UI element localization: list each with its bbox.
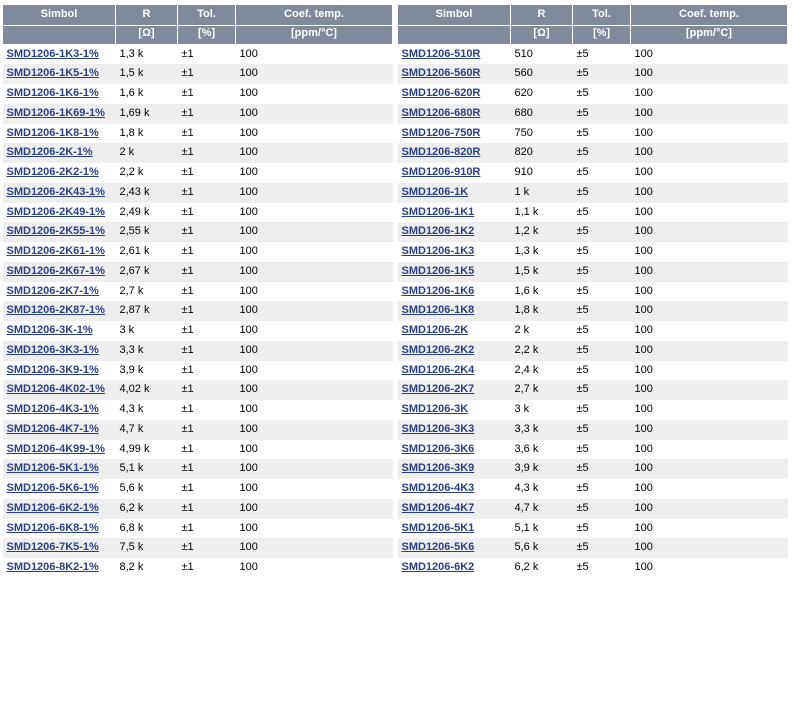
cell-tolerance: ±5 xyxy=(573,222,631,242)
cell-tolerance: ±1 xyxy=(178,459,236,479)
table-row xyxy=(398,222,788,242)
cell-resistance: 3,9 k xyxy=(116,361,178,381)
table-header-row xyxy=(3,5,393,26)
cell-symbol-link[interactable]: SMD1206-4K02-1% xyxy=(3,380,116,400)
cell-symbol-link[interactable]: SMD1206-5K1 xyxy=(398,519,511,539)
cell-symbol-link[interactable]: SMD1206-3K6 xyxy=(398,440,511,460)
cell-symbol-link[interactable]: SMD1206-1K3 xyxy=(398,242,511,262)
resistor-table-left xyxy=(2,4,393,578)
cell-tolerance: ±1 xyxy=(178,479,236,499)
table-row xyxy=(3,143,393,163)
cell-tempcoef: 100 xyxy=(236,203,393,223)
cell-resistance: 1,6 k xyxy=(511,282,573,302)
resistor-table-right xyxy=(397,4,788,578)
cell-resistance: 1,8 k xyxy=(511,301,573,321)
column-header-tolerance: Tol. xyxy=(573,5,631,26)
unit-tolerance: [%] xyxy=(178,25,236,44)
table-row xyxy=(398,282,788,302)
cell-symbol-link[interactable]: SMD1206-6K8-1% xyxy=(3,519,116,539)
cell-tolerance: ±5 xyxy=(573,380,631,400)
cell-tolerance: ±1 xyxy=(178,84,236,104)
cell-tempcoef: 100 xyxy=(631,558,788,578)
cell-resistance: 560 xyxy=(511,64,573,84)
cell-tempcoef: 100 xyxy=(631,341,788,361)
table-row xyxy=(398,183,788,203)
cell-symbol-link[interactable]: SMD1206-3K3 xyxy=(398,420,511,440)
cell-resistance: 1,5 k xyxy=(116,64,178,84)
table-row xyxy=(3,44,393,64)
cell-tolerance: ±5 xyxy=(573,143,631,163)
cell-tempcoef: 100 xyxy=(631,84,788,104)
cell-tempcoef: 100 xyxy=(631,479,788,499)
unit-tempcoef: [ppm/°C] xyxy=(631,25,788,44)
cell-tempcoef: 100 xyxy=(236,519,393,539)
column-header-tempcoef: Coef. temp. xyxy=(236,5,393,26)
cell-symbol-link[interactable]: SMD1206-2K2 xyxy=(398,341,511,361)
cell-resistance: 1,1 k xyxy=(511,203,573,223)
table-row xyxy=(3,341,393,361)
cell-symbol-link[interactable]: SMD1206-5K6-1% xyxy=(3,479,116,499)
cell-symbol-link[interactable]: SMD1206-8K2-1% xyxy=(3,558,116,578)
cell-tempcoef: 100 xyxy=(236,558,393,578)
cell-tempcoef: 100 xyxy=(236,538,393,558)
cell-resistance: 7,5 k xyxy=(116,538,178,558)
cell-symbol-link[interactable]: SMD1206-1K xyxy=(398,183,511,203)
cell-tolerance: ±1 xyxy=(178,44,236,64)
column-header-resistance: R xyxy=(116,5,178,26)
cell-tolerance: ±1 xyxy=(178,262,236,282)
cell-tempcoef: 100 xyxy=(631,183,788,203)
cell-tolerance: ±5 xyxy=(573,262,631,282)
cell-symbol-link[interactable]: SMD1206-560R xyxy=(398,64,511,84)
table-row xyxy=(3,262,393,282)
cell-tempcoef: 100 xyxy=(631,262,788,282)
cell-resistance: 8,2 k xyxy=(116,558,178,578)
cell-tolerance: ±5 xyxy=(573,301,631,321)
cell-symbol-link[interactable]: SMD1206-1K6 xyxy=(398,282,511,302)
cell-symbol-link[interactable]: SMD1206-2K55-1% xyxy=(3,222,116,242)
unit-resistance: [Ω] xyxy=(511,25,573,44)
column-header-tempcoef: Coef. temp. xyxy=(631,5,788,26)
cell-tempcoef: 100 xyxy=(236,143,393,163)
table-units-row xyxy=(398,25,788,44)
cell-tempcoef: 100 xyxy=(236,400,393,420)
cell-tolerance: ±1 xyxy=(178,538,236,558)
cell-tolerance: ±1 xyxy=(178,420,236,440)
cell-tempcoef: 100 xyxy=(631,440,788,460)
cell-tempcoef: 100 xyxy=(631,301,788,321)
cell-tolerance: ±5 xyxy=(573,420,631,440)
cell-tempcoef: 100 xyxy=(236,361,393,381)
cell-tolerance: ±1 xyxy=(178,203,236,223)
cell-tempcoef: 100 xyxy=(236,499,393,519)
cell-resistance: 2,2 k xyxy=(116,163,178,183)
column-header-resistance: R xyxy=(511,5,573,26)
table-row xyxy=(398,242,788,262)
cell-tolerance: ±5 xyxy=(573,242,631,262)
cell-resistance: 1,3 k xyxy=(116,44,178,64)
unit-tolerance: [%] xyxy=(573,25,631,44)
cell-resistance: 2,7 k xyxy=(116,282,178,302)
table-row xyxy=(3,380,393,400)
table-body-left xyxy=(3,44,393,578)
cell-symbol-link[interactable]: SMD1206-5K6 xyxy=(398,538,511,558)
cell-tempcoef: 100 xyxy=(631,499,788,519)
table-row xyxy=(3,222,393,242)
cell-symbol-link[interactable]: SMD1206-2K2-1% xyxy=(3,163,116,183)
cell-tolerance: ±1 xyxy=(178,440,236,460)
cell-tempcoef: 100 xyxy=(631,380,788,400)
cell-tolerance: ±5 xyxy=(573,459,631,479)
cell-symbol-link[interactable]: SMD1206-2K43-1% xyxy=(3,183,116,203)
cell-resistance: 1,2 k xyxy=(511,222,573,242)
cell-tempcoef: 100 xyxy=(631,321,788,341)
cell-tolerance: ±5 xyxy=(573,519,631,539)
cell-tempcoef: 100 xyxy=(631,163,788,183)
unit-resistance: [Ω] xyxy=(116,25,178,44)
cell-symbol-link[interactable]: SMD1206-5K1-1% xyxy=(3,459,116,479)
cell-tempcoef: 100 xyxy=(236,163,393,183)
cell-tolerance: ±1 xyxy=(178,321,236,341)
cell-symbol-link[interactable]: SMD1206-3K xyxy=(398,400,511,420)
cell-symbol-link[interactable]: SMD1206-4K99-1% xyxy=(3,440,116,460)
cell-tolerance: ±5 xyxy=(573,558,631,578)
table-row xyxy=(3,104,393,124)
cell-tolerance: ±1 xyxy=(178,242,236,262)
column-header-symbol: Simbol xyxy=(3,5,116,26)
cell-resistance: 5,6 k xyxy=(511,538,573,558)
cell-tolerance: ±1 xyxy=(178,361,236,381)
cell-resistance: 750 xyxy=(511,124,573,144)
table-row xyxy=(398,262,788,282)
cell-tempcoef: 100 xyxy=(631,203,788,223)
cell-symbol-link[interactable]: SMD1206-2K7 xyxy=(398,380,511,400)
table-row xyxy=(3,163,393,183)
table-row xyxy=(3,64,393,84)
cell-resistance: 620 xyxy=(511,84,573,104)
cell-symbol-link[interactable]: SMD1206-4K3-1% xyxy=(3,400,116,420)
cell-tempcoef: 100 xyxy=(236,84,393,104)
table-row xyxy=(398,538,788,558)
cell-tempcoef: 100 xyxy=(631,124,788,144)
unit-symbol xyxy=(3,25,116,44)
cell-symbol-link[interactable]: SMD1206-1K2 xyxy=(398,222,511,242)
table-row xyxy=(398,459,788,479)
table-row xyxy=(398,84,788,104)
cell-symbol-link[interactable]: SMD1206-910R xyxy=(398,163,511,183)
cell-resistance: 910 xyxy=(511,163,573,183)
table-row xyxy=(398,203,788,223)
cell-tolerance: ±5 xyxy=(573,361,631,381)
cell-tolerance: ±1 xyxy=(178,183,236,203)
cell-symbol-link[interactable]: SMD1206-1K6-1% xyxy=(3,84,116,104)
table-row xyxy=(3,321,393,341)
cell-symbol-link[interactable]: SMD1206-3K3-1% xyxy=(3,341,116,361)
table-row xyxy=(398,558,788,578)
cell-resistance: 5,1 k xyxy=(511,519,573,539)
cell-resistance: 1 k xyxy=(511,183,573,203)
tables-container xyxy=(2,4,790,578)
cell-tolerance: ±1 xyxy=(178,519,236,539)
table-row xyxy=(3,459,393,479)
cell-resistance: 2,87 k xyxy=(116,301,178,321)
cell-resistance: 2,49 k xyxy=(116,203,178,223)
table-row xyxy=(398,44,788,64)
table-row xyxy=(3,242,393,262)
cell-resistance: 3,6 k xyxy=(511,440,573,460)
column-header-tolerance: Tol. xyxy=(178,5,236,26)
cell-resistance: 2 k xyxy=(116,143,178,163)
table-row xyxy=(3,400,393,420)
table-row xyxy=(3,361,393,381)
cell-tempcoef: 100 xyxy=(236,321,393,341)
cell-resistance: 3 k xyxy=(116,321,178,341)
cell-tolerance: ±1 xyxy=(178,558,236,578)
cell-tempcoef: 100 xyxy=(236,242,393,262)
table-row xyxy=(3,301,393,321)
cell-tolerance: ±1 xyxy=(178,163,236,183)
cell-resistance: 1,6 k xyxy=(116,84,178,104)
cell-symbol-link[interactable]: SMD1206-4K3 xyxy=(398,479,511,499)
cell-tolerance: ±1 xyxy=(178,104,236,124)
cell-tolerance: ±5 xyxy=(573,341,631,361)
cell-symbol-link[interactable]: SMD1206-680R xyxy=(398,104,511,124)
table-row xyxy=(398,519,788,539)
cell-tempcoef: 100 xyxy=(631,64,788,84)
cell-tempcoef: 100 xyxy=(631,143,788,163)
cell-tempcoef: 100 xyxy=(631,282,788,302)
cell-tempcoef: 100 xyxy=(631,104,788,124)
table-row xyxy=(398,341,788,361)
cell-tolerance: ±1 xyxy=(178,341,236,361)
cell-resistance: 5,1 k xyxy=(116,459,178,479)
column-header-symbol: Simbol xyxy=(398,5,511,26)
cell-tolerance: ±5 xyxy=(573,183,631,203)
cell-resistance: 4,7 k xyxy=(511,499,573,519)
table-row xyxy=(398,400,788,420)
cell-tempcoef: 100 xyxy=(236,104,393,124)
table-header-row xyxy=(398,5,788,26)
cell-tempcoef: 100 xyxy=(236,440,393,460)
cell-symbol-link[interactable]: SMD1206-1K1 xyxy=(398,203,511,223)
table-row xyxy=(398,321,788,341)
cell-tolerance: ±5 xyxy=(573,203,631,223)
cell-resistance: 2,43 k xyxy=(116,183,178,203)
cell-tolerance: ±5 xyxy=(573,64,631,84)
table-row xyxy=(3,479,393,499)
table-row xyxy=(398,104,788,124)
cell-tempcoef: 100 xyxy=(631,519,788,539)
cell-tolerance: ±1 xyxy=(178,64,236,84)
cell-symbol-link[interactable]: SMD1206-4K7-1% xyxy=(3,420,116,440)
cell-tempcoef: 100 xyxy=(631,400,788,420)
cell-tempcoef: 100 xyxy=(631,222,788,242)
table-units-row xyxy=(3,25,393,44)
cell-tempcoef: 100 xyxy=(236,124,393,144)
table-row xyxy=(3,538,393,558)
cell-symbol-link[interactable]: SMD1206-1K8 xyxy=(398,301,511,321)
cell-tempcoef: 100 xyxy=(631,538,788,558)
cell-tolerance: ±5 xyxy=(573,44,631,64)
table-row xyxy=(398,380,788,400)
unit-tempcoef: [ppm/°C] xyxy=(236,25,393,44)
cell-resistance: 4,99 k xyxy=(116,440,178,460)
cell-tolerance: ±1 xyxy=(178,143,236,163)
table-row xyxy=(398,499,788,519)
cell-symbol-link[interactable]: SMD1206-3K9-1% xyxy=(3,361,116,381)
cell-resistance: 1,69 k xyxy=(116,104,178,124)
cell-tolerance: ±5 xyxy=(573,321,631,341)
cell-tolerance: ±5 xyxy=(573,479,631,499)
cell-symbol-link[interactable]: SMD1206-820R xyxy=(398,143,511,163)
cell-symbol-link[interactable]: SMD1206-1K69-1% xyxy=(3,104,116,124)
cell-resistance: 4,02 k xyxy=(116,380,178,400)
cell-tempcoef: 100 xyxy=(236,44,393,64)
cell-tolerance: ±5 xyxy=(573,124,631,144)
cell-tolerance: ±5 xyxy=(573,84,631,104)
cell-resistance: 510 xyxy=(511,44,573,64)
cell-symbol-link[interactable]: SMD1206-2K xyxy=(398,321,511,341)
cell-tolerance: ±5 xyxy=(573,400,631,420)
table-row xyxy=(398,124,788,144)
cell-tempcoef: 100 xyxy=(236,222,393,242)
cell-symbol-link[interactable]: SMD1206-2K4 xyxy=(398,361,511,381)
cell-symbol-link[interactable]: SMD1206-1K5 xyxy=(398,262,511,282)
table-row xyxy=(398,163,788,183)
cell-resistance: 2,61 k xyxy=(116,242,178,262)
cell-tolerance: ±1 xyxy=(178,124,236,144)
cell-tolerance: ±5 xyxy=(573,440,631,460)
cell-symbol-link[interactable]: SMD1206-6K2 xyxy=(398,558,511,578)
cell-resistance: 2,7 k xyxy=(511,380,573,400)
cell-resistance: 680 xyxy=(511,104,573,124)
unit-symbol xyxy=(398,25,511,44)
cell-resistance: 820 xyxy=(511,143,573,163)
cell-symbol-link[interactable]: SMD1206-620R xyxy=(398,84,511,104)
table-row xyxy=(398,301,788,321)
cell-tolerance: ±5 xyxy=(573,163,631,183)
cell-symbol-link[interactable]: SMD1206-2K7-1% xyxy=(3,282,116,302)
cell-tempcoef: 100 xyxy=(236,380,393,400)
cell-resistance: 6,8 k xyxy=(116,519,178,539)
cell-tolerance: ±5 xyxy=(573,538,631,558)
cell-tempcoef: 100 xyxy=(236,341,393,361)
cell-symbol-link[interactable]: SMD1206-2K-1% xyxy=(3,143,116,163)
cell-resistance: 3 k xyxy=(511,400,573,420)
cell-resistance: 2,67 k xyxy=(116,262,178,282)
table-body-right xyxy=(398,44,788,578)
table-row xyxy=(398,420,788,440)
cell-tempcoef: 100 xyxy=(631,242,788,262)
cell-tolerance: ±1 xyxy=(178,499,236,519)
cell-tolerance: ±5 xyxy=(573,104,631,124)
cell-resistance: 1,8 k xyxy=(116,124,178,144)
cell-resistance: 4,3 k xyxy=(511,479,573,499)
table-row xyxy=(3,519,393,539)
table-row xyxy=(3,203,393,223)
cell-tolerance: ±1 xyxy=(178,222,236,242)
table-row xyxy=(3,183,393,203)
cell-resistance: 3,3 k xyxy=(511,420,573,440)
cell-tempcoef: 100 xyxy=(236,282,393,302)
cell-tolerance: ±5 xyxy=(573,499,631,519)
cell-symbol-link[interactable]: SMD1206-3K9 xyxy=(398,459,511,479)
cell-tempcoef: 100 xyxy=(236,262,393,282)
cell-resistance: 6,2 k xyxy=(116,499,178,519)
cell-symbol-link[interactable]: SMD1206-7K5-1% xyxy=(3,538,116,558)
cell-symbol-link[interactable]: SMD1206-1K5-1% xyxy=(3,64,116,84)
table-row xyxy=(398,361,788,381)
cell-symbol-link[interactable]: SMD1206-750R xyxy=(398,124,511,144)
table-row xyxy=(398,143,788,163)
cell-tempcoef: 100 xyxy=(631,420,788,440)
cell-tempcoef: 100 xyxy=(631,361,788,381)
cell-symbol-link[interactable]: SMD1206-4K7 xyxy=(398,499,511,519)
cell-tolerance: ±1 xyxy=(178,380,236,400)
cell-resistance: 3,3 k xyxy=(116,341,178,361)
table-row xyxy=(3,420,393,440)
cell-resistance: 2 k xyxy=(511,321,573,341)
table-row xyxy=(3,282,393,302)
cell-resistance: 4,7 k xyxy=(116,420,178,440)
cell-tempcoef: 100 xyxy=(236,64,393,84)
cell-resistance: 4,3 k xyxy=(116,400,178,420)
cell-symbol-link[interactable]: SMD1206-510R xyxy=(398,44,511,64)
table-row xyxy=(398,64,788,84)
table-row xyxy=(3,558,393,578)
cell-tempcoef: 100 xyxy=(236,183,393,203)
cell-tempcoef: 100 xyxy=(631,44,788,64)
cell-resistance: 2,55 k xyxy=(116,222,178,242)
cell-tolerance: ±1 xyxy=(178,282,236,302)
cell-symbol-link[interactable]: SMD1206-1K8-1% xyxy=(3,124,116,144)
cell-tolerance: ±1 xyxy=(178,400,236,420)
cell-tolerance: ±5 xyxy=(573,282,631,302)
cell-tempcoef: 100 xyxy=(236,479,393,499)
cell-resistance: 5,6 k xyxy=(116,479,178,499)
cell-resistance: 3,9 k xyxy=(511,459,573,479)
cell-tempcoef: 100 xyxy=(236,301,393,321)
cell-resistance: 6,2 k xyxy=(511,558,573,578)
cell-symbol-link[interactable]: SMD1206-2K87-1% xyxy=(3,301,116,321)
cell-tempcoef: 100 xyxy=(236,420,393,440)
cell-symbol-link[interactable]: SMD1206-2K67-1% xyxy=(3,262,116,282)
table-row xyxy=(3,499,393,519)
table-row xyxy=(398,440,788,460)
table-row xyxy=(398,479,788,499)
cell-symbol-link[interactable]: SMD1206-6K2-1% xyxy=(3,499,116,519)
cell-symbol-link[interactable]: SMD1206-2K49-1% xyxy=(3,203,116,223)
cell-tempcoef: 100 xyxy=(631,459,788,479)
table-row xyxy=(3,124,393,144)
table-row xyxy=(3,84,393,104)
cell-resistance: 1,3 k xyxy=(511,242,573,262)
cell-resistance: 2,2 k xyxy=(511,341,573,361)
cell-resistance: 2,4 k xyxy=(511,361,573,381)
table-row xyxy=(3,440,393,460)
cell-tempcoef: 100 xyxy=(236,459,393,479)
cell-resistance: 1,5 k xyxy=(511,262,573,282)
cell-symbol-link[interactable]: SMD1206-1K3-1% xyxy=(3,44,116,64)
cell-symbol-link[interactable]: SMD1206-2K61-1% xyxy=(3,242,116,262)
cell-symbol-link[interactable]: SMD1206-3K-1% xyxy=(3,321,116,341)
cell-tolerance: ±1 xyxy=(178,301,236,321)
